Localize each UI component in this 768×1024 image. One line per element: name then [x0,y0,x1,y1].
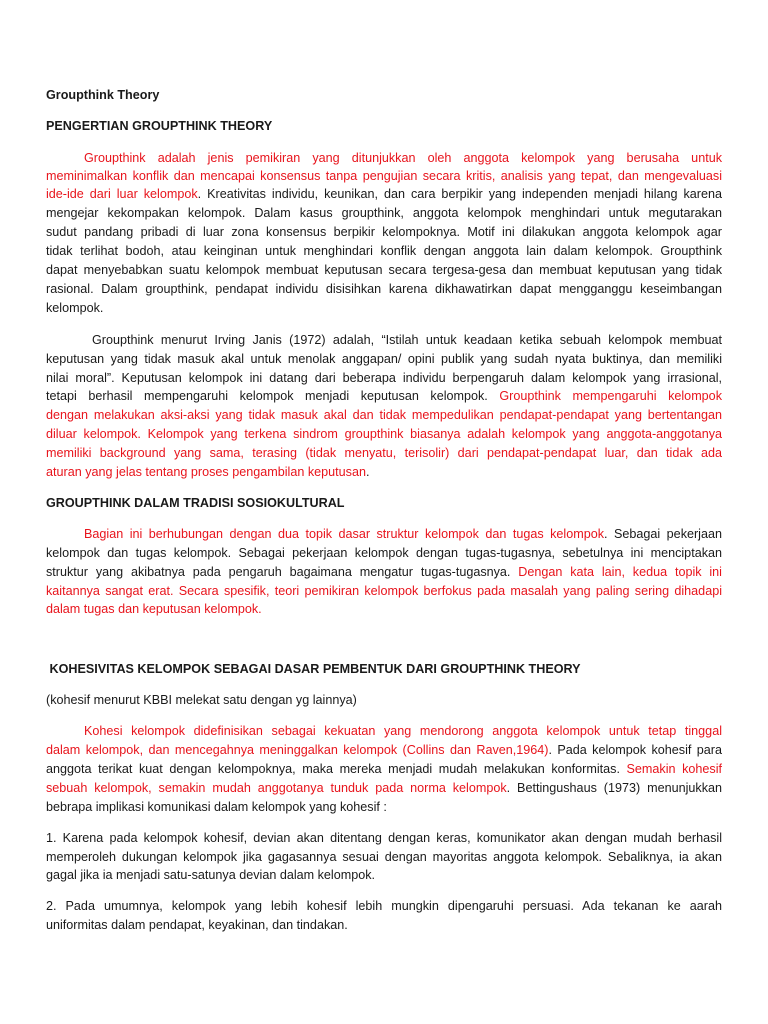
highlighted-text: dalam kelompok, dan mencegahnya meninggalkan kelompok (Collins dan Raven,1964) [46,743,549,757]
paragraph-line: Groupthink adalah jenis pemikiran yang ditunjukkan oleh anggota kelompok yang berusaha untuk [84,151,722,165]
kbbi-note: (kohesif menurut KBBI melekat satu dengan yg lainnya) [46,693,357,707]
section-heading-pengertian: PENGERTIAN GROUPTHINK THEORY [46,119,273,133]
paragraph-line [46,465,722,480]
paragraph-line: sudut pandang pribadi di luar zona konsensus berpikir kelompoknya. Motif ini dilakukan anggota kelompok agar [46,225,722,239]
paragraph-line [46,762,722,777]
paragraph-line [46,743,722,758]
section-heading-sosiokultural: GROUPTHINK DALAM TRADISI SOSIOKULTURAL [46,496,345,510]
paragraph-line [46,389,722,404]
paragraph-line: Kohesi kelompok didefinisikan sebagai kekuatan yang mendorong anggota kelompok untuk tetap tinggal [84,724,722,738]
paragraph-line: memiliki background yang sama, terasing (tidak menyatu, terisolir) dari pendapat-pendapat luar, dan tidak ada [46,446,722,460]
paragraph-line: mengejar kekompakan kelompok. Dalam kasus groupthink, anggota kelompok menghindari untuk megutarakan [46,206,722,220]
document-title: Groupthink Theory [46,88,160,102]
list-line: memperoleh dukungan kelompok jika gagasannya sesuai dengan mayoritas anggota kelompok. Sebaliknya, ia akan [46,850,722,864]
body-text: . Kreativitas individu, keunikan, dan cara berpikir yang independen menjadi hilang karena [197,187,722,201]
highlighted-text: Groupthink mempengaruhi kelompok [499,389,722,403]
paragraph-line [46,565,722,580]
paragraph-line: rasional. Dalam groupthink, pendapat individu disisihkan karena dikhawatirkan dapat mengganggu keseimbangan [46,282,722,296]
paragraph-line: meminimalkan konflik dan mencapai konsensus tanpa pengujian secara kritis, analisis yang tepat, dan mengevaluasi [46,169,722,183]
body-text: tetapi berhasil mempengaruhi kelompok menjadi keputusan kelompok. [46,389,500,403]
paragraph-line: kelompok dan tugas kelompok. Sebagai pekerjaan kelompok dengan tugas-tugasnya, sebetulnya ini menciptakan [46,546,722,560]
highlighted-text: aturan yang jelas tentang proses pengambilan keputusan [46,465,366,479]
paragraph-line: dalam tugas dan keputusan kelompok. [46,602,262,616]
body-text: anggota terikat kuat dengan kelompoknya, maka mereka menjadi mudah melakukan konformitas. [46,762,627,776]
paragraph-line [46,781,722,796]
paragraph-line [46,187,722,202]
section-heading-kohesivitas: KOHESIVITAS KELOMPOK SEBAGAI DASAR PEMBENTUK DARI GROUPTHINK THEORY [46,662,581,676]
highlighted-text: Bagian ini berhubungan dengan dua topik dasar struktur kelompok dan tugas kelompok [84,527,605,541]
highlighted-text: Dengan kata lain, kedua topik ini [518,565,722,579]
paragraph-line: kelompok. [46,301,104,315]
paragraph-line: tidak terlihat bodoh, atau keinginan untuk menghindari konflik dengan anggota lain dalam kelompok. Groupthink [46,244,722,258]
paragraph-line: diluar kelompok. Kelompok yang terkena sindrom groupthink biasanya adalah kelompok yang anggota-anggotanya [46,427,722,441]
paragraph-line: Groupthink menurut Irving Janis (1972) adalah, “Istilah untuk keadaan ketika sebuah kelompok membuat [92,333,722,347]
paragraph-line [84,527,722,542]
list-line: 1. Karena pada kelompok kohesif, devian akan ditentang dengan keras, komunikator akan dengan mudah berhasil [46,831,722,845]
body-text: . Sebagai pekerjaan [604,527,722,541]
body-text: . Bettingushaus (1973) menunjukkan [506,781,722,795]
paragraph-line: dengan melakukan aksi-aksi yang tidak masuk akal dan tidak mempedulikan pendapat-pendapat yang bertentangan [46,408,722,422]
paragraph-line: bebrapa implikasi komunikasi dalam kelompok yang kohesif : [46,800,387,814]
body-text: struktur yang akibatnya pada pengaruh bagaimana mengatur tugas-tugasnya. [46,565,519,579]
paragraph-line: kaitannya sangat erat. Secara spesifik, teori pemikiran kelompok berfokus pada masalah yang paling sering dihadapi [46,584,722,598]
highlighted-text: Semakin kohesif [626,762,722,776]
list-line: gagal jika ia menjadi satu-satunya devian dalam kelompok. [46,868,376,882]
highlighted-text: ide-ide dari luar kelompok [46,187,198,201]
list-line: 2. Pada umumnya, kelompok yang lebih kohesif lebih mungkin dipengaruhi persuasi. Ada tekanan ke aarah [46,899,722,913]
body-text: . Pada kelompok kohesif para [548,743,722,757]
paragraph-line: nilai moral”. Keputusan kelompok ini datang dari beberapa individu berpengaruh dalam kelompok yang irrasional, [46,371,722,385]
list-line: uniformitas dalam pendapat, keyakinan, dan tindakan. [46,918,348,932]
body-text: . [365,465,370,479]
highlighted-text: sebuah kelompok, semakin mudah anggotanya tunduk pada norma kelompok [46,781,507,795]
paragraph-line: keputusan yang tidak masuk akal untuk menolak anggapan/ opini publik yang sudah nyata buktinya, dan memiliki [46,352,722,366]
paragraph-line: dapat menyebabkan suatu kelompok membuat keputusan secara tergesa-gesa dan membuat keputusan yang tidak [46,263,722,277]
